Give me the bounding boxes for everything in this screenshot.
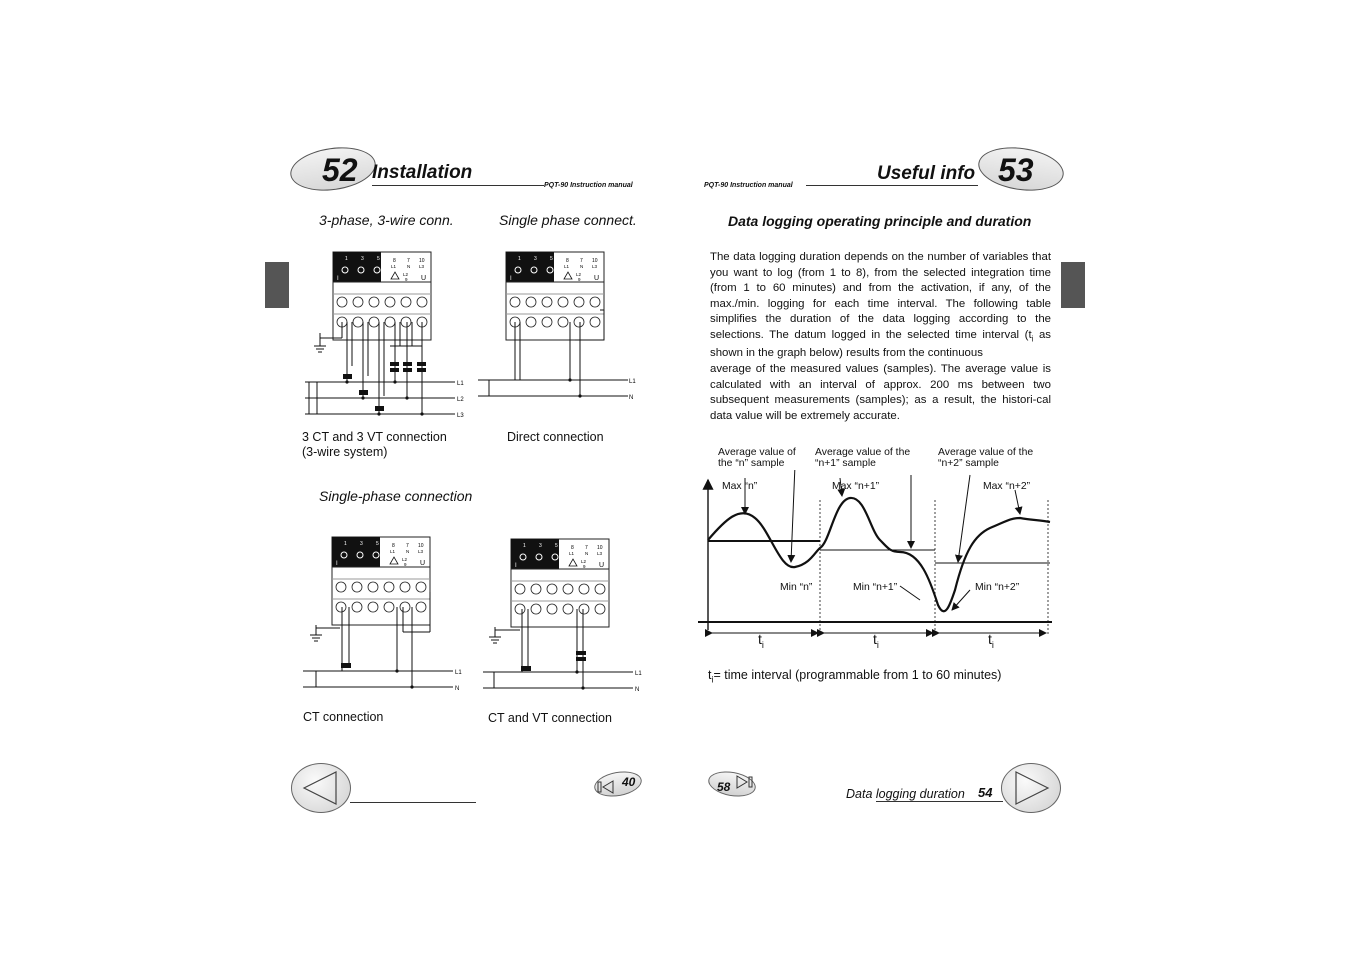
svg-text:N: N [455,686,460,692]
svg-text:L2: L2 [457,397,464,403]
svg-text:ti: $t_i$ [758,631,764,650]
diagram-3phase-3wire [305,252,464,419]
wiring-diagrams: 8 7 10 L1 N L3 L29 U 1 3 5 I L1 L2 L3 L1 N L1 N L1 N [4,4,642,693]
triangle-right-icon [1002,764,1060,812]
avg-label-n1: Average value of the “n+1” sample [815,447,911,469]
next-page-button[interactable] [1001,763,1061,813]
diagram-title-single-phase-connection: Single-phase connection [319,488,473,504]
skip-back-icon [597,779,617,795]
triangle-left-icon [292,764,350,812]
caption-3phase-line2: (3-wire system) [302,445,388,459]
svg-text:L1: L1 [629,379,636,385]
page-title-right: Useful info [877,163,976,184]
min-label-n1: Min “n+1” [853,582,898,593]
diagram-title-single-phase: Single phase connect. [499,212,637,228]
avg-label-n: Average value of the “n” sample [718,447,796,469]
back-page-number: 40 [622,775,636,789]
diagram-ct-vt-connection [483,539,642,693]
interval-legend: $t_i=$ time interval (programmable from 1 to 60 minutes) [708,668,1002,685]
page-number-right: 53 [998,152,1034,188]
avg-label-n2: Average value of the “n+2” sample [938,447,1034,469]
header-rule-right [806,185,978,186]
max-label-n1: Max “n+1” [832,481,880,492]
svg-text:L1: L1 [635,671,642,677]
skip-forward-icon [734,774,756,790]
prev-page-button[interactable] [291,763,351,813]
caption-direct: Direct connection [507,430,604,444]
max-label-n2: Max “n+2” [983,481,1031,492]
chapter-tab-right [1061,262,1085,308]
manual-name-right: PQT-90 Instruction manual [704,182,793,189]
diagram-ct-connection [303,537,462,692]
body-paragraph-1: The data logging duration depends on the number of variables that you want to log (from 1 to 8), from the selected integration time (from 1 to 60 minutes) and from the activation, if any, of the max./min. logging for each time interval. The following table simplifies the duration of the data logging according to the selections. The datum logged in the selected time interval ($t_i$ as shown in the graph below) results from the continuous [710,251,1051,360]
body-paragraph-2: average of the measured values (samples). The average value is calculated with an interval of approx. 200 ms between two subsequent measurements (samples); as a result, the histori-cal data value will be extremely accurate. [710,363,1051,422]
caption-3phase-line1: 3 CT and 3 VT connection [302,430,447,444]
diagram-title-3phase: 3-phase, 3-wire conn. [319,212,454,228]
diagram-single-phase-direct [478,252,636,401]
section-title: Data logging operating principle and duration [728,213,1032,229]
svg-text:ti: $t_i$ [873,631,879,650]
footer-rule-left [350,802,476,803]
caption-ct: CT connection [303,710,384,724]
min-label-n2: Min “n+2” [975,582,1020,593]
footer-link-page: 54 [978,785,993,800]
page-number-left: 52 [322,152,358,188]
forward-page-number: 58 [717,780,731,794]
caption-3phase [302,430,447,460]
svg-text:ti: $t_i$ [988,631,994,650]
manual-name-left: PQT-90 Instruction manual [544,182,633,189]
caption-ct-vt: CT and VT connection [488,711,612,725]
svg-text:N: N [635,687,640,693]
min-label-n: Min “n” [780,582,813,593]
svg-text:L1: L1 [455,670,462,676]
footer-link-text[interactable]: Data logging duration [846,787,965,801]
max-label-n: Max “n” [722,481,758,492]
footer-rule-right [876,801,1003,802]
svg-text:L3: L3 [457,413,464,419]
svg-text:L1: L1 [457,381,464,387]
logging-graph [690,470,1060,655]
svg-text:N: N [629,395,634,401]
page-title-left: Installation [372,162,473,183]
